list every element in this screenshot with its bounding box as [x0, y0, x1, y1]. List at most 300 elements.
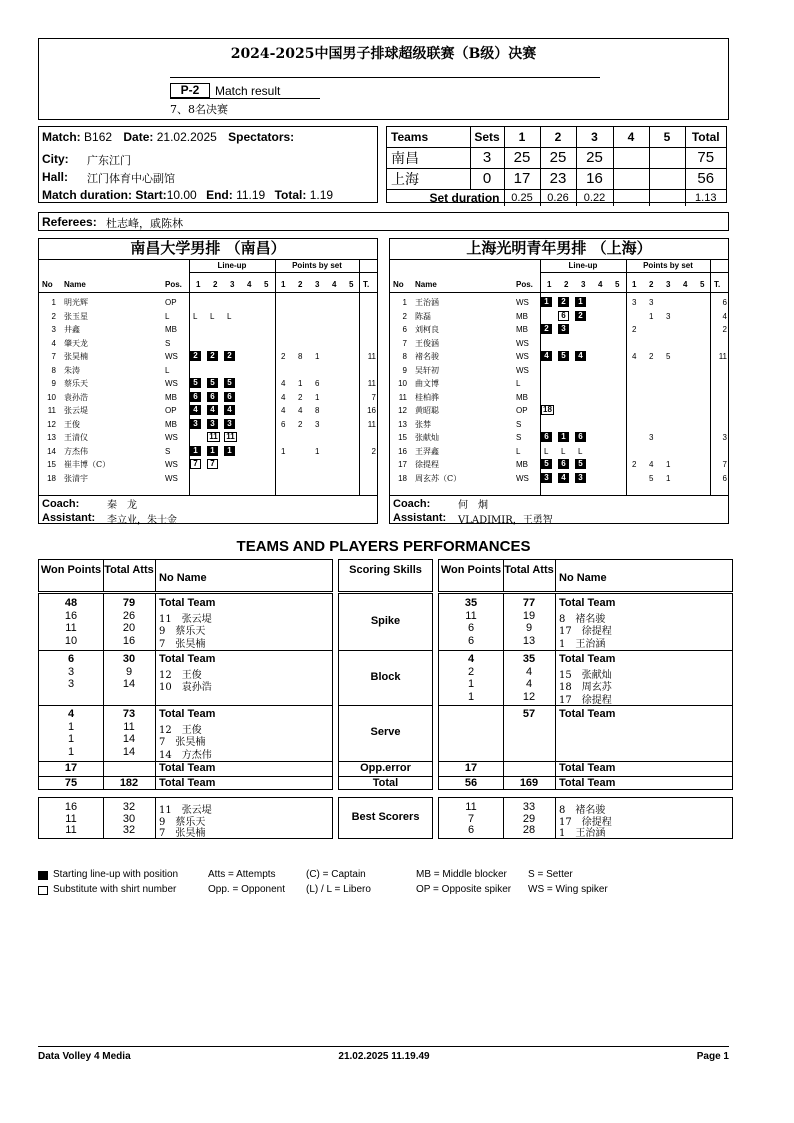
no-name-header: No Name	[159, 572, 207, 584]
lineup-set-2: 6	[558, 311, 569, 321]
perf-player: 8 褚名骏	[559, 613, 606, 625]
perf-player: 1 王治涵	[559, 638, 606, 650]
team-b-name-header: Name	[415, 280, 437, 289]
player-position: MB	[165, 325, 177, 334]
match-number: B162	[84, 130, 113, 144]
player-row	[39, 404, 377, 417]
player-name: 褚名骏	[415, 352, 439, 361]
player-row	[39, 431, 377, 444]
team-a-pt-3: 3	[315, 280, 320, 289]
lineup-set-1: 2	[541, 324, 552, 334]
lineup-set-2: 7	[207, 459, 218, 469]
referees-names: 杜志峰，戚陈林	[106, 217, 183, 230]
divider	[555, 798, 556, 838]
divider	[503, 560, 504, 591]
player-name: 张玉星	[64, 311, 88, 321]
set3-duration: 0.22	[576, 189, 613, 206]
player-row	[39, 418, 377, 431]
team-b-t-header: T.	[714, 280, 721, 289]
player-total: 16	[367, 406, 376, 415]
team-a-set2: 25	[540, 147, 576, 168]
player-position: WS	[516, 352, 529, 361]
won-points: 35	[464, 597, 478, 609]
perf-player: 10 袁孙浩	[159, 682, 212, 693]
player-row	[39, 364, 377, 377]
points-set-3: 5	[666, 352, 671, 361]
total-atts-sum: 169	[519, 777, 539, 789]
player-name: 张清宇	[64, 473, 88, 483]
player-row	[390, 364, 728, 377]
player-number: 7	[51, 352, 56, 361]
player-row	[390, 350, 728, 363]
points-set-2: 5	[649, 473, 654, 483]
player-position: S	[516, 433, 522, 442]
scoring-skills-header: Scoring Skills	[349, 564, 422, 576]
points-set-2: 2	[649, 352, 654, 361]
lineup-set-2: L	[561, 446, 566, 456]
total-atts: 26	[122, 609, 136, 622]
player-number: 8	[402, 352, 407, 361]
player-name: 陈磊	[415, 311, 431, 321]
won-points: 1	[67, 720, 75, 733]
team-a-set1: 25	[504, 147, 540, 168]
legend-atts: Atts = Attempts	[208, 869, 276, 880]
player-name: 王羿鑫	[415, 446, 439, 456]
set1-header: 1	[504, 127, 540, 147]
team-a-coach: 秦 龙	[107, 500, 137, 511]
perf-player: 17 徐提程	[559, 626, 612, 637]
team-b-lu-2: 2	[564, 280, 569, 289]
player-number: 2	[402, 311, 407, 321]
player-name: 徐提程	[415, 460, 439, 469]
match-info	[38, 126, 378, 203]
team-a-lu-2: 2	[213, 280, 218, 289]
duration-label: Match duration:	[42, 188, 132, 202]
perf-body-s	[338, 593, 433, 790]
player-row	[390, 296, 728, 309]
best-won: 11	[465, 801, 477, 813]
total-won: 56	[464, 777, 478, 789]
total-atts: 14	[122, 745, 136, 758]
total-atts: 16	[122, 634, 136, 647]
referees-box	[38, 212, 729, 231]
player-position: WS	[516, 473, 529, 483]
lineup-set-3: L	[227, 311, 232, 321]
player-total: 11	[718, 352, 727, 361]
player-number: 11	[398, 392, 407, 402]
player-row	[39, 445, 377, 458]
total-atts: 11	[123, 720, 135, 733]
team-a-name: 南昌大学男排 （南昌）	[130, 239, 286, 257]
team-b-short: 上海	[387, 168, 470, 189]
total-header: Total	[691, 129, 720, 144]
total-label: Total:	[274, 188, 307, 202]
player-total: 2	[371, 446, 376, 456]
player-position: WS	[165, 433, 178, 442]
total-atts: 35	[522, 653, 536, 665]
lineup-set-2: 2	[558, 297, 569, 307]
lineup-set-1: L	[544, 446, 549, 456]
player-total: 6	[722, 298, 727, 307]
total-atts: 14	[122, 733, 136, 745]
stage-label: 7、8名决赛	[170, 103, 228, 116]
lineup-set-3: 6	[575, 432, 586, 442]
perf-player: 11 张云堤	[159, 613, 212, 625]
duration-line	[42, 188, 333, 202]
perf-player: 7 张昊楠	[159, 737, 206, 748]
lineup-set-2: 2	[207, 351, 218, 361]
best-won: 16	[64, 801, 78, 813]
team-a-player-list	[39, 296, 377, 486]
divider	[339, 650, 432, 651]
team-b-assistant: VLADIMIR，王勇智	[458, 515, 553, 526]
points-set-2: 1	[649, 311, 654, 321]
team-a-sets: 3	[470, 147, 504, 168]
team-a-total: 75	[697, 149, 715, 166]
report-code: P-2	[170, 83, 210, 98]
team-b-name: 上海光明青年男排 （上海）	[466, 239, 652, 257]
player-row	[39, 472, 377, 485]
player-position: L	[165, 311, 170, 321]
player-number: 14	[47, 446, 56, 456]
lineup-set-2: 11	[207, 432, 220, 442]
lineup-set-1: 1	[541, 297, 552, 307]
best-player: 7 张昊楠	[159, 828, 206, 839]
total-atts: 4	[525, 665, 533, 678]
lineup-set-1: 18	[541, 405, 554, 415]
total-name: Total Team	[159, 777, 216, 789]
sets-header: Sets	[470, 127, 504, 147]
player-number: 3	[51, 325, 56, 334]
team-b-sets: 0	[470, 168, 504, 189]
lineup-set-1: L	[193, 311, 198, 321]
player-name: 王俊	[64, 419, 80, 429]
header-box	[38, 38, 729, 120]
player-name: 张献灿	[415, 433, 439, 442]
player-name: 肇天龙	[64, 338, 88, 348]
player-row	[39, 323, 377, 336]
player-position: MB	[165, 392, 177, 402]
divider	[155, 798, 156, 838]
total-atts: 9	[525, 622, 533, 634]
player-position: WS	[516, 365, 529, 375]
player-name: 明光辉	[64, 298, 88, 307]
legend-substitute: Substitute with shirt number	[53, 884, 177, 895]
lineup-set-3: L	[578, 446, 583, 456]
legend-starting: Starting line-up with position	[53, 869, 179, 880]
team-b-points-header: Points by set	[643, 261, 693, 270]
player-position: MB	[516, 311, 528, 321]
player-position: WS	[165, 473, 178, 483]
team-a-set5	[649, 147, 685, 168]
player-number: 12	[398, 406, 407, 415]
player-row	[39, 296, 377, 309]
player-number: 16	[398, 446, 407, 456]
lineup-set-3: 11	[224, 432, 237, 442]
lineup-set-1: 1	[190, 446, 201, 456]
points-set-2: 2	[298, 392, 303, 402]
team-b-roster	[389, 238, 729, 524]
player-number: 13	[398, 419, 407, 429]
divider	[39, 705, 332, 706]
won-points: 4	[67, 708, 75, 720]
won-points: 1	[467, 678, 475, 690]
player-position: L	[516, 446, 521, 456]
best-won: 6	[467, 824, 475, 836]
points-set-2: 8	[298, 352, 303, 361]
won-points: 10	[64, 634, 78, 647]
team-b-set2: 23	[540, 168, 576, 189]
set4-header: 4	[613, 127, 649, 147]
player-position: OP	[516, 406, 528, 415]
won-points: 2	[467, 665, 475, 678]
points-set-1: 4	[281, 392, 286, 402]
total-duration: 1.19	[309, 188, 334, 202]
lineup-set-2: L	[210, 311, 215, 321]
total-label: Total	[372, 777, 399, 789]
player-position: MB	[516, 460, 528, 469]
total-atts: 20	[122, 622, 136, 634]
won-points: 3	[67, 678, 75, 690]
referees-label: Referees:	[42, 215, 97, 229]
team-a-name-header: Name	[64, 280, 86, 289]
player-row	[39, 458, 377, 471]
player-number: 6	[402, 325, 407, 334]
perf-player: Total Team	[159, 653, 216, 665]
lineup-set-2: 6	[558, 459, 569, 469]
player-row	[390, 431, 728, 444]
perf-header-team-b	[438, 559, 733, 592]
player-name: 崔丰博（C）	[64, 460, 111, 469]
team-b-lineup-header: Line-up	[568, 261, 598, 270]
team-b-lu-1: 1	[547, 280, 552, 289]
header-rule	[170, 77, 600, 78]
player-number: 10	[398, 379, 407, 388]
player-position: L	[516, 379, 521, 388]
points-set-3: 1	[315, 446, 320, 456]
start-label: Start:	[135, 188, 167, 202]
player-name: 曲文博	[415, 379, 439, 388]
player-row	[39, 377, 377, 390]
team-b-coach: 何 炯	[458, 500, 488, 511]
player-total: 7	[371, 392, 376, 402]
lineup-set-3: 1	[575, 297, 586, 307]
total-atts: 12	[522, 690, 536, 703]
lineup-set-1: 6	[541, 432, 552, 442]
team-b-coach-label: Coach:	[393, 498, 431, 510]
legend-opp: Opp. = Opponent	[208, 884, 286, 895]
won-points: 48	[64, 597, 78, 609]
total-atts-sum: 182	[119, 777, 139, 789]
total-name: Total Team	[559, 777, 616, 789]
divider	[155, 594, 156, 789]
lineup-set-3: 6	[224, 392, 235, 402]
won-points: 16	[64, 609, 78, 622]
won-points: 3	[67, 665, 75, 678]
player-total: 3	[722, 433, 727, 442]
team-a-lu-1: 1	[196, 280, 201, 289]
total-atts: 30	[122, 653, 136, 665]
lineup-set-2: 1	[207, 446, 218, 456]
score-table	[386, 126, 727, 203]
player-row	[390, 472, 728, 485]
perf-player: Total Team	[559, 708, 616, 720]
divider	[439, 650, 732, 651]
team-b-pt-4: 4	[683, 280, 688, 289]
lineup-set-2: 6	[207, 392, 218, 402]
team-b-set3: 16	[576, 168, 613, 189]
lineup-set-1: 4	[190, 405, 201, 415]
player-position: S	[516, 419, 522, 429]
player-row	[39, 391, 377, 404]
player-name: 方杰伟	[64, 446, 88, 456]
divider	[39, 650, 332, 651]
player-number: 18	[47, 473, 56, 483]
footer-left: Data Volley 4 Media	[38, 1051, 131, 1062]
player-row	[390, 445, 728, 458]
set1-duration: 0.25	[504, 189, 540, 206]
points-set-1: 2	[281, 352, 286, 361]
team-b-lu-3: 3	[581, 280, 586, 289]
team-b-lu-4: 4	[598, 280, 603, 289]
team-b-total: 56	[697, 170, 715, 187]
best-atts: 30	[122, 812, 136, 825]
player-total: 11	[367, 379, 376, 388]
total-atts: 14	[122, 678, 136, 690]
lineup-set-1: 2	[190, 351, 201, 361]
total-atts: 57	[522, 708, 536, 720]
perf-player: Total Team	[559, 597, 616, 609]
team-a-coach-label: Coach:	[42, 498, 80, 510]
player-number: 11	[47, 406, 56, 415]
points-set-3: 1	[666, 473, 671, 483]
player-name: 周玄苏（C）	[415, 473, 462, 483]
set2-duration: 0.26	[540, 189, 576, 206]
team-a-lineup-header: Line-up	[217, 261, 247, 270]
end-label: End:	[206, 188, 233, 202]
best-won: 11	[65, 812, 77, 825]
end-time: 11.19	[236, 188, 266, 202]
player-position: S	[165, 446, 171, 456]
player-row	[390, 391, 728, 404]
player-position: OP	[165, 298, 177, 307]
perf-body-b	[438, 593, 733, 790]
team-b-set1: 17	[504, 168, 540, 189]
won-points: 6	[467, 634, 475, 647]
legend-setter: S = Setter	[528, 869, 573, 880]
perf-player: Total Team	[559, 653, 616, 665]
perf-header-team-a	[38, 559, 333, 592]
legend-mb: MB = Middle blocker	[416, 869, 507, 880]
player-number: 9	[402, 365, 407, 375]
match-line	[42, 130, 294, 144]
performances-title: TEAMS AND PLAYERS PERFORMANCES	[236, 538, 531, 555]
lineup-set-1: 6	[190, 392, 201, 402]
player-position: WS	[165, 460, 178, 469]
points-set-1: 4	[281, 406, 286, 415]
won-points: 6	[67, 653, 75, 665]
divider	[555, 560, 556, 591]
team-a-pos-header: Pos.	[165, 280, 182, 289]
perf-player: 14 方杰伟	[159, 749, 212, 761]
points-set-3: 8	[315, 406, 320, 415]
team-a-t-header: T.	[363, 280, 370, 289]
points-set-2: 2	[298, 419, 303, 429]
legend-op: OP = Opposite spiker	[416, 884, 512, 895]
start-time: 10.00	[166, 188, 197, 202]
won-points: 1	[467, 690, 475, 703]
set-duration-label: Set duration	[387, 189, 504, 206]
player-name: 张棼	[415, 419, 431, 429]
best-player: 1 王治涵	[559, 828, 606, 839]
won-points-header: Won Points	[440, 564, 502, 576]
report-subtitle: Match result	[215, 84, 281, 98]
perf-player: 12 王俊	[159, 724, 202, 736]
player-name: 张云堤	[64, 406, 88, 415]
best-won: 11	[65, 824, 77, 836]
lineup-set-3: 5	[575, 459, 586, 469]
team-a-pt-1: 1	[281, 280, 286, 289]
best-scorers-s	[338, 797, 433, 839]
player-position: WS	[516, 298, 529, 307]
points-set-1: 2	[632, 325, 637, 334]
points-set-2: 3	[649, 433, 654, 442]
page-title: 2024-2025中国男子排球超级联赛（B级）决赛	[230, 46, 537, 62]
points-set-1: 4	[281, 379, 286, 388]
player-position: WS	[516, 338, 529, 348]
perf-player: 15 张献灿	[559, 669, 612, 681]
best-player: 11 张云堤	[159, 805, 212, 816]
lineup-set-2: 4	[558, 473, 569, 483]
perf-body-a	[38, 593, 333, 790]
team-b-lu-5: 5	[615, 280, 620, 289]
team-a-pt-5: 5	[349, 280, 354, 289]
player-number: 12	[47, 419, 56, 429]
points-set-1: 2	[632, 460, 637, 469]
best-atts: 29	[522, 812, 536, 825]
player-row	[390, 458, 728, 471]
filled-square-icon	[38, 871, 48, 880]
best-won: 7	[467, 812, 475, 825]
total-atts: 73	[122, 708, 136, 720]
lineup-set-3: 4	[575, 351, 586, 361]
team-a-lu-4: 4	[247, 280, 252, 289]
player-number: 1	[51, 298, 56, 307]
player-row	[390, 418, 728, 431]
lineup-set-3: 3	[575, 473, 586, 483]
set2-header: 2	[540, 127, 576, 147]
team-b-assistant-label: Assistant:	[393, 512, 447, 524]
player-total: 4	[722, 311, 727, 321]
footer-timestamp: 21.02.2025 11.19.49	[338, 1051, 430, 1062]
perf-player: 12 王俊	[159, 669, 202, 681]
team-b-set5	[649, 168, 685, 189]
points-set-3: 3	[315, 419, 320, 429]
lineup-set-1: 5	[190, 378, 201, 388]
team-a-assistant-label: Assistant:	[42, 512, 96, 524]
team-b-pos-header: Pos.	[516, 280, 533, 289]
lineup-set-3: 2	[224, 351, 235, 361]
points-set-1: 1	[281, 446, 286, 456]
player-position: MB	[165, 419, 177, 429]
perf-player: 17 徐提程	[559, 694, 612, 706]
hall-value: 江门体育中心副馆	[87, 172, 175, 185]
opp-error-label: Opp.error	[360, 762, 411, 774]
lineup-set-2: 4	[207, 405, 218, 415]
lineup-set-2: 5	[207, 378, 218, 388]
best-scorers-b	[438, 797, 733, 839]
lineup-set-1: 7	[190, 459, 201, 469]
